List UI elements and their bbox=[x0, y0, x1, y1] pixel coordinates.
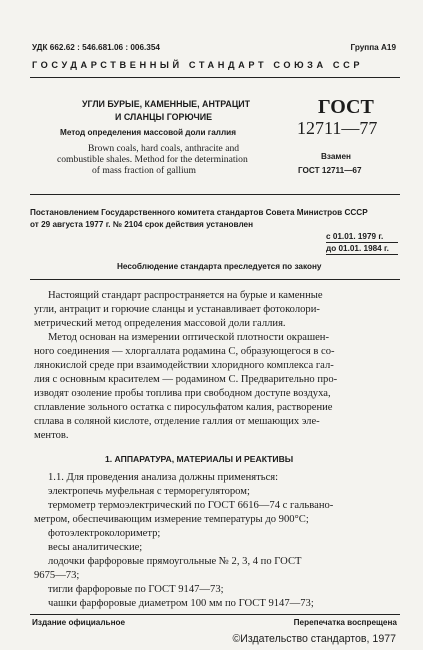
intro-line: лия с основным красителем — родамином С. Предварительно про- bbox=[34, 374, 338, 385]
intro-line: угли, антрацит и горючие сланцы и устанавливает фотоколори- bbox=[34, 304, 320, 315]
law-notice: Несоблюдение стандарта преследуется по закону bbox=[117, 262, 322, 271]
section-line: метром, обеспечивающим измерение температуры до 900°С; bbox=[34, 514, 309, 525]
section-line: весы аналитические; bbox=[48, 542, 143, 553]
publisher-copyright: ©Издательство стандартов, 1977 bbox=[232, 633, 396, 645]
intro-line: ного соединения — хлоргаллата родамина С, образующегося в со- bbox=[34, 346, 335, 357]
validity-to: до 01.01. 1984 г. bbox=[326, 244, 389, 253]
validity-from: с 01.01. 1979 г. bbox=[326, 232, 384, 241]
section-line: 1.1. Для проведения анализа должны применяться: bbox=[48, 472, 279, 483]
intro-line: Метод основан на измерении оптической плотности окрашен- bbox=[48, 332, 330, 343]
section-line: 9675—73; bbox=[34, 570, 80, 581]
decree-line-1: Постановлением Государственного комитета стандартов Совета Министров СССР bbox=[30, 208, 368, 217]
validity-rule-2 bbox=[326, 254, 398, 255]
validity-rule-1 bbox=[326, 242, 398, 243]
section-line: тигли фарфоровые по ГОСТ 9147—73; bbox=[48, 584, 224, 595]
decree-divider bbox=[30, 279, 400, 280]
footer-divider bbox=[30, 614, 400, 615]
intro-line: сплавление зольного остатка с пиросульфатом калия, растворение bbox=[34, 402, 333, 413]
replaces-label: Взамен bbox=[321, 152, 351, 161]
section-line: чашки фарфоровые диаметром 100 мм по ГОСТ 9147—73; bbox=[48, 598, 314, 609]
intro-line: изводят озоление пробы топлива при свободном доступе воздуха, bbox=[34, 388, 331, 399]
title-divider bbox=[30, 194, 400, 195]
section-line: лодочки фарфоровые прямоугольные № 2, 3, 4 по ГОСТ bbox=[48, 556, 302, 567]
section-heading: 1. АППАРАТУРА, МАТЕРИАЛЫ И РЕАКТИВЫ bbox=[105, 454, 294, 464]
gost-label: ГОСТ bbox=[318, 96, 374, 118]
section-line: электропечь муфельная с терморегулятором; bbox=[48, 486, 250, 497]
udk-code: УДК 662.62 : 546.681.06 : 006.354 bbox=[32, 43, 160, 52]
title-ru-line-2: И СЛАНЦЫ ГОРЮЧИЕ bbox=[115, 112, 213, 122]
subtitle-ru: Метод определения массовой доли галлия bbox=[60, 128, 236, 137]
intro-line: ментов. bbox=[34, 430, 69, 441]
intro-line: Настоящий стандарт распространяется на бурые и каменные bbox=[48, 290, 323, 301]
decree-line-2: от 29 августа 1977 г. № 2104 срок действия установлен bbox=[30, 220, 254, 229]
header-divider bbox=[30, 77, 400, 78]
title-en-line-3: of mass fraction of gallium bbox=[92, 165, 196, 176]
official-edition-label: Издание официальное bbox=[32, 618, 126, 627]
title-ru-line-1: УГЛИ БУРЫЕ, КАМЕННЫЕ, АНТРАЦИТ bbox=[82, 99, 251, 109]
intro-line: лянокислой среде при взаимодействии хлоридного комплекса гал- bbox=[34, 360, 334, 371]
replaces-value: ГОСТ 12711—67 bbox=[298, 166, 362, 175]
reprint-prohibited-label: Перепечатка воспрещена bbox=[293, 618, 397, 627]
intro-line: метрический метод определения массовой доли галлия. bbox=[34, 318, 286, 329]
group-code: Группа А19 bbox=[350, 43, 396, 52]
intro-line: сплава в соляной кислоте, отделение галлия от мешающих эле- bbox=[34, 416, 320, 427]
title-en-line-2: combustible shales. Method for the determination bbox=[57, 154, 248, 165]
title-en-line-1: Brown coals, hard coals, anthracite and bbox=[88, 143, 240, 154]
state-standard-heading: ГОСУДАРСТВЕННЫЙ СТАНДАРТ СОЮЗА ССР bbox=[32, 60, 364, 70]
section-line: фотоэлектроколориметр; bbox=[48, 528, 161, 539]
gost-number: 12711—77 bbox=[297, 118, 378, 138]
section-line: термометр термоэлектрический по ГОСТ 6616—74 с гальвано- bbox=[48, 500, 334, 511]
